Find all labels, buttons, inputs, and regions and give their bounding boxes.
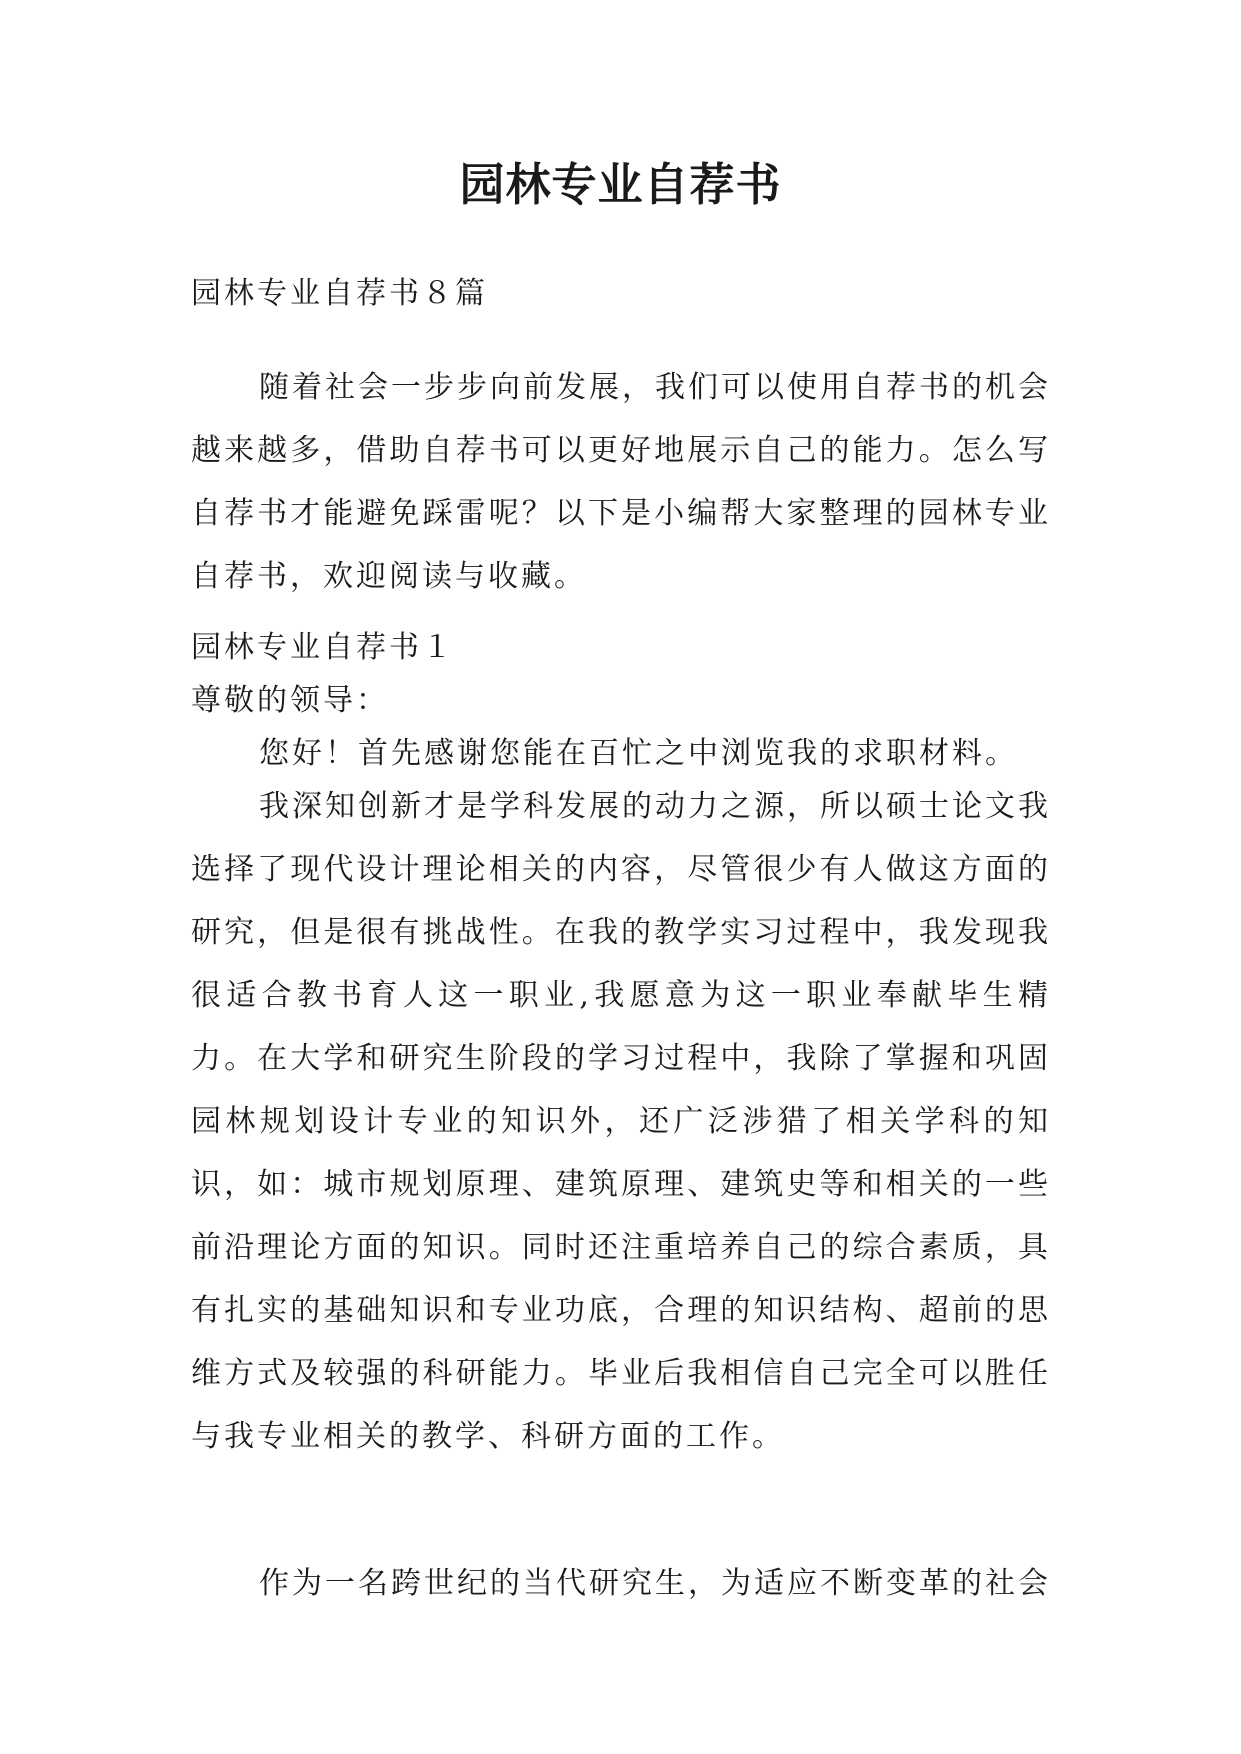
document-subtitle: 园林专业自荐书８篇 — [191, 276, 488, 311]
body-paragraph-main: 我深知创新才是学科发展的动力之源，所以硕士论文我选择了现代设计理论相关的内容，尽管很少有人做这方面的研究，但是很有挑战性。在我的教学实习过程中，我发现我很适合教书育人这一职业,我愿意为这一职业奉献毕生精力。在大学和研究生阶段的学习过程中，我除了掌握和巩固园林规划设计专业的知识外，还广泛涉猎了相关学科的知识，如：城市规划原理、建筑原理、建筑史等和相关的一些前沿理论方面的知识。同时还注重培养自己的综合素质，具有扎实的基础知识和专业功底，合理的知识结构、超前的思维方式及较强的科研能力。毕业后我相信自己完全可以胜任与我专业相关的教学、科研方面的工作。 — [191, 789, 1051, 1454]
salutation: 尊敬的领导： — [191, 683, 389, 718]
intro-paragraph: 随着社会一步步向前发展，我们可以使用自荐书的机会越来越多，借助自荐书可以更好地展示自己的能力。怎么写自荐书才能避免踩雷呢？以下是小编帮大家整理的园林专业自荐书，欢迎阅读与收藏。 — [191, 370, 1051, 594]
document-title: 园林专业自荐书 — [459, 158, 782, 211]
body-paragraph-greeting: 您好！首先感谢您能在百忙之中浏览我的求职材料。 — [259, 736, 1018, 771]
body-paragraph-continuation: 作为一名跨世纪的当代研究生，为适应不断变革的社会 — [259, 1566, 1051, 1601]
section-heading: 园林专业自荐书１ — [191, 630, 455, 665]
